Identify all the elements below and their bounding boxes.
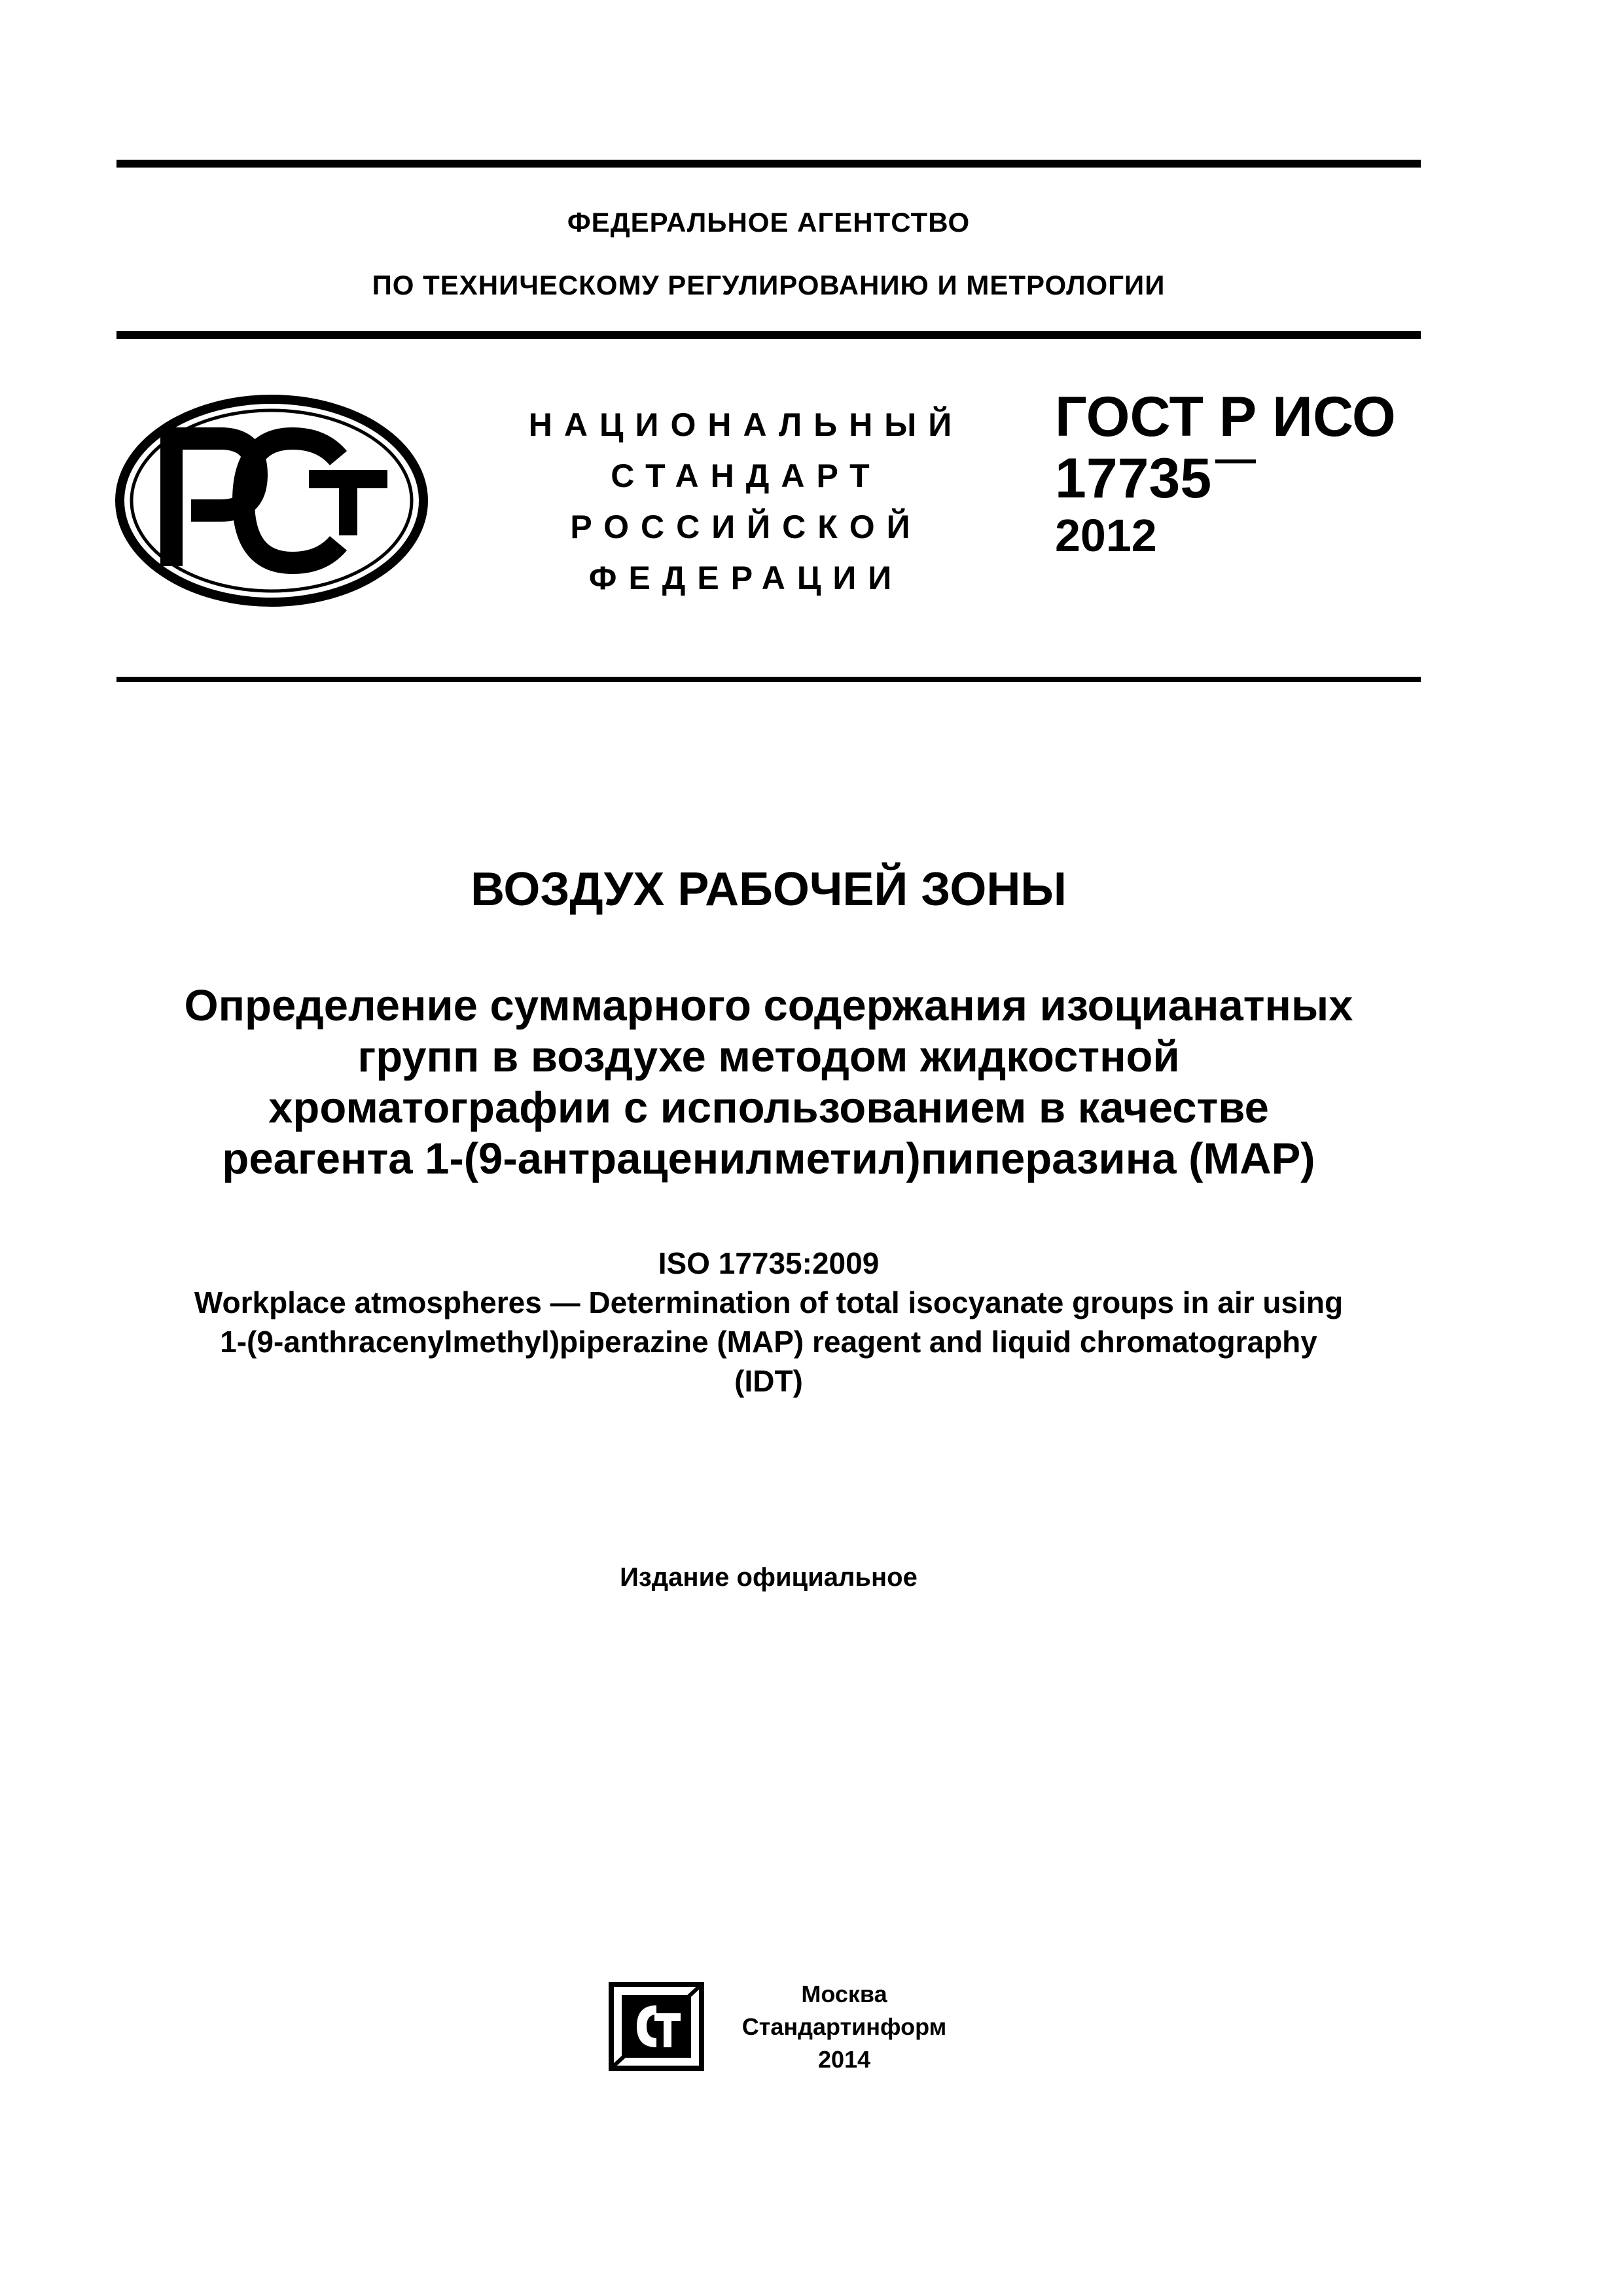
agency-line-1: ФЕДЕРАЛЬНОЕ АГЕНТСТВО [567, 207, 971, 238]
iso-number: ISO 17735:2009 [658, 1246, 880, 1280]
national-standard-line-1: НАЦИОНАЛЬНЫЙ [528, 406, 964, 443]
edition-label: Издание официальное [620, 1563, 918, 1592]
publisher-name: Стандартинформ [741, 2013, 947, 2040]
iso-reference [116, 1244, 1421, 1401]
national-standard-line-4: ФЕДЕРАЦИИ [588, 560, 904, 596]
agency-bottom-rule [116, 331, 1421, 339]
standartinform-logo-icon [607, 1981, 705, 2072]
publisher-year: 2014 [817, 2046, 871, 2073]
subtitle-line-3: хроматографии с использованием в качестве [268, 1083, 1269, 1132]
national-standard-line-2: СТАНДАРТ [611, 457, 882, 494]
publisher-block [726, 1978, 962, 2076]
national-standard-line-3: РОССИЙСКОЙ [570, 509, 922, 545]
header-bottom-rule [116, 677, 1421, 682]
iso-title-line-3: (IDT) [734, 1364, 803, 1398]
rst-logo-icon [113, 393, 431, 609]
publisher-city: Москва [801, 1981, 887, 2007]
designation-dash [1215, 459, 1256, 463]
designation-line-2: 17735 [1055, 447, 1212, 510]
designation-line-1: ГОСТ Р ИСО [1055, 386, 1396, 448]
document-subtitle [116, 980, 1421, 1185]
standard-designation [1055, 386, 1396, 562]
iso-title-line-2: 1-(9-anthracenylmethyl)piperazine (MAP) reagent and liquid chromatography [220, 1325, 1317, 1359]
document-title: ВОЗДУХ РАБОЧЕЙ ЗОНЫ [471, 863, 1067, 916]
subtitle-line-2: групп в воздухе методом жидкостной [357, 1032, 1180, 1081]
agency-line-2: ПО ТЕХНИЧЕСКОМУ РЕГУЛИРОВАНИЮ И МЕТРОЛОГИИ [372, 270, 1166, 300]
subtitle-line-4: реагента 1-(9-антраценилметил)пиперазина (MAP) [222, 1134, 1315, 1183]
subtitle-line-1: Определение суммарного содержания изоцианатных [184, 981, 1353, 1030]
iso-title-line-1: Workplace atmospheres — Determination of total isocyanate groups in air using [194, 1285, 1344, 1319]
designation-line-3: 2012 [1055, 510, 1157, 561]
top-rule [116, 160, 1421, 168]
designation-line-2-wrap [1055, 448, 1396, 509]
